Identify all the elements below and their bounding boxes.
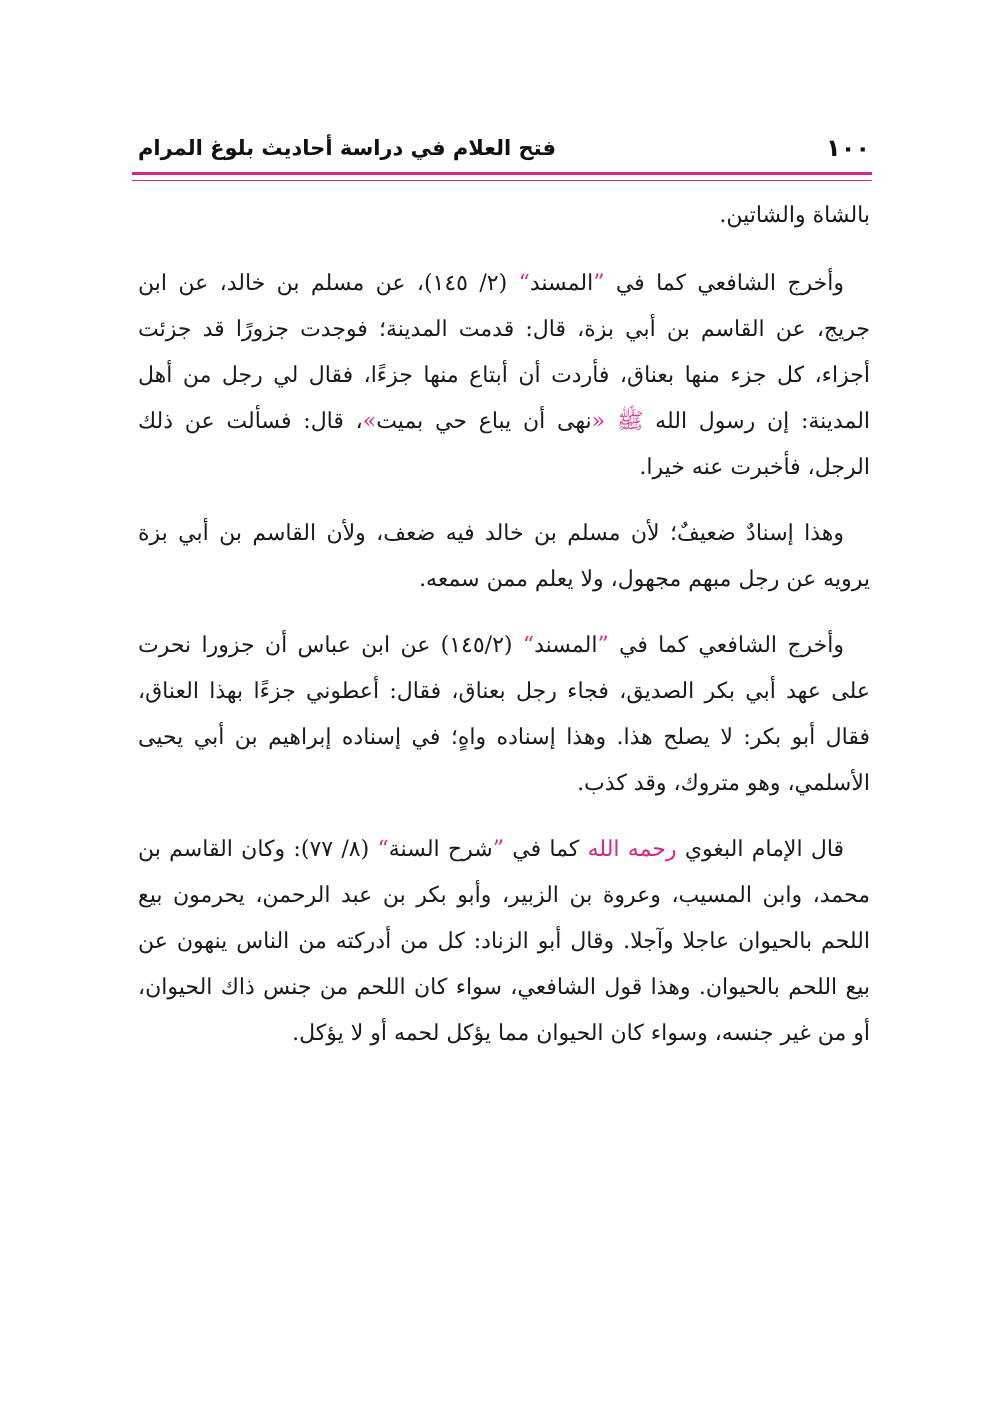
page-header: [138, 128, 870, 168]
text-segment: وهذا إسنادٌ ضعيفٌ؛ لأن مسلم بن خالد فيه ضعف، ولأن القاسم بن أبي بزة يرويه عن رجل مبهم مجهول، ولا يعلم ممن سمعه.: [138, 521, 870, 592]
text-segment: كما في: [503, 837, 588, 862]
text-segment: [605, 409, 617, 434]
text-segment: قال الإمام البغوي: [676, 837, 845, 862]
text-segment: شرح السنة: [388, 837, 493, 862]
header-rule-thick: [132, 172, 872, 175]
highlighted-text: ”: [593, 271, 605, 296]
highlighted-text: “: [518, 271, 530, 296]
text-segment: نهى أن يباع حي بميت: [376, 409, 592, 434]
paragraph: [138, 261, 870, 491]
text-segment: ، قال: فسألت عن ذلك الرجل، فأخبرت عنه خيرا.: [138, 409, 870, 480]
body-text: [138, 193, 870, 1077]
highlighted-text: ”: [597, 633, 609, 658]
book-title: فتح العلام في دراسة أحاديث بلوغ المرام: [138, 136, 556, 160]
text-segment: (٢/ ١٤٥)، عن مسلم بن خالد، عن ابن جريج، عن القاسم بن أبي بزة، قال: قدمت المدينة؛ فوجدت جزورًا قد جزئت أجزاء، كل جزء منها بعناق، فأردت أن أبتاع منها جزءًا، فقال لي رجل من أهل المدينة: إن رسول الله: [138, 271, 871, 434]
paragraph: [138, 827, 870, 1057]
paragraph: [138, 623, 870, 807]
header-rule-thin: [132, 180, 872, 181]
text-segment: بالشاة والشاتين.: [719, 203, 870, 228]
highlighted-text: «: [591, 409, 606, 434]
highlighted-text: “: [377, 837, 389, 862]
text-segment: المسند: [529, 271, 594, 296]
paragraph: [138, 193, 870, 239]
highlighted-text: “: [522, 633, 535, 658]
text-segment: وأخرج الشافعي كما في: [604, 271, 845, 296]
text-segment: (٨/ ٧٧): وكان القاسم بن محمد، وابن المسيب، وعروة بن الزبير، وأبو بكر بن عبد الرحمن، يحرمون بيع اللحم بالحيوان عاجلا وآجلا. وقال أبو الزناد: كل من أدركته من الناس ينهون عن بيع اللحم بالحيوان. وهذا قول الشافعي، سواء كان اللحم من جنس ذاك الحيوان، أو من غير جنسه، وسواء كان الحيوان مما يؤكل لحمه أو لا يؤكل.: [138, 837, 870, 1046]
highlighted-text: »: [362, 409, 377, 434]
paragraph: [138, 511, 870, 603]
text-segment: وأخرج الشافعي كما في: [608, 633, 845, 658]
highlighted-text: ”: [492, 837, 504, 862]
highlighted-text: ﷺ: [616, 409, 644, 434]
page-number: ١٠٠: [826, 134, 870, 162]
text-segment: (١٤٥/٢) عن ابن عباس أن جزورا نحرت على عهد أبي بكر الصديق، فجاء رجل بعناق، فقال: أعطوني جزءًا بهذا العناق، فقال أبو بكر: لا يصلح هذا. وهذا إسناده واهٍ؛ في إسناده إبراهيم بن أبي يحيى الأسلمي، وهو متروك، وقد كذب.: [138, 633, 870, 796]
highlighted-text: رحمه الله: [587, 837, 677, 862]
text-segment: المسند: [534, 633, 598, 658]
